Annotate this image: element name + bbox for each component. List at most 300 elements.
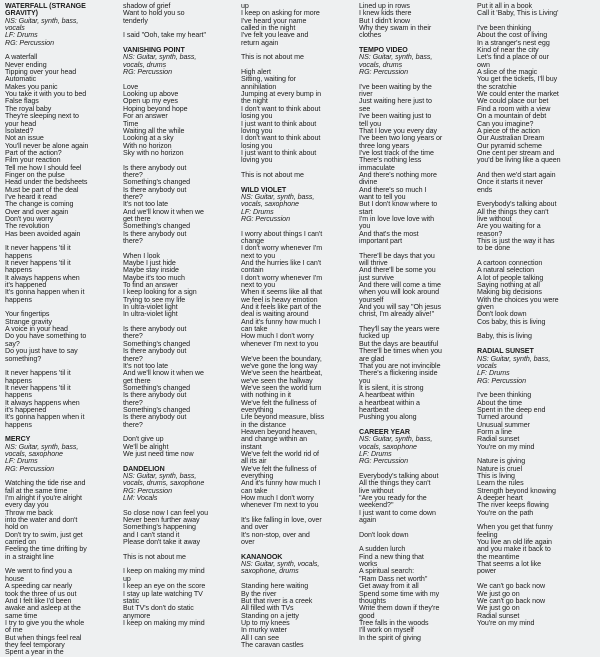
lyric-line: Maybe I just hide xyxy=(123,259,176,268)
lyric-line: And it feels like part of the xyxy=(241,303,322,312)
lyric-line: Trying to see my life xyxy=(123,295,186,304)
lyric-line: you xyxy=(359,222,371,231)
lyric-line: Is there anybody out xyxy=(123,391,187,400)
lyric-line: We've felt the fullness of xyxy=(241,398,317,407)
lyric-line: In a stranger's nest egg xyxy=(477,38,550,47)
lyric-line: Form a line xyxy=(477,427,512,436)
lyric-line: I keep an eye on the score xyxy=(123,582,206,591)
lyric-line: contain xyxy=(241,266,264,275)
lyric-line: There's nothing less xyxy=(359,156,422,165)
lyric-line: Isolated? xyxy=(5,126,34,135)
lyric-line: fall at the same time xyxy=(5,486,68,495)
lyric-line: It's like falling in love, over xyxy=(241,516,322,525)
lyric-line: I've been two long years or xyxy=(359,134,443,143)
lyric-line: Hoping beyond hope xyxy=(123,104,188,113)
credit-line: NS: Guitar, synth, bass, xyxy=(123,472,197,480)
lyric-line: Baby, this is living xyxy=(477,332,532,341)
lyric-line: And we'll know it when we xyxy=(123,369,204,378)
lyric-line: loving you xyxy=(241,126,273,135)
lyric-line: Something's changed xyxy=(123,339,191,348)
song-title: DANDELION xyxy=(123,464,165,473)
lyric-line: we feel is heavy emotion xyxy=(241,295,318,304)
credit-line: RG: Percussion xyxy=(123,68,172,77)
lyric-line: We've felt the fullness of xyxy=(241,464,317,473)
lyric-line: Write them down if they're xyxy=(359,604,440,613)
lyric-line: A piece of the action xyxy=(477,126,540,135)
lyric-line: Turned around xyxy=(477,413,523,422)
lyric-line: there? xyxy=(123,332,143,341)
lyric-line: Learn the rules xyxy=(477,479,524,488)
lyric-line: next to you xyxy=(241,281,276,290)
credit-line: RG: Percussion xyxy=(359,457,408,466)
lyric-line: there? xyxy=(123,237,143,245)
lyric-line: Looking up above xyxy=(123,90,179,99)
lyric-line: again xyxy=(359,516,377,525)
lyric-line: Heaven beyond heaven, xyxy=(241,427,317,436)
lyric-line: Don't give up xyxy=(123,435,164,444)
lyric-line: But the days are beautiful xyxy=(359,339,439,348)
lyric-line: Something's changed xyxy=(123,222,191,231)
lyric-line: house xyxy=(5,574,25,583)
lyric-line: But TV's don't do static xyxy=(123,604,194,613)
lyric-line: say? xyxy=(5,339,20,348)
lyric-line: All filled with TVs xyxy=(241,604,294,613)
lyric-line: clothes xyxy=(359,31,382,40)
lyric-line: Never ending xyxy=(5,60,47,69)
lyric-line: live without xyxy=(477,214,512,223)
lyric-line: I've been thinking xyxy=(477,391,532,400)
lyric-line: every day you xyxy=(5,501,49,510)
lyric-line: called in the night xyxy=(241,24,296,33)
lyric-line: "Ram Dass net worth" xyxy=(359,574,428,583)
credit-line: vocals, drums, saxophone xyxy=(123,479,205,488)
lyric-line: own xyxy=(477,60,490,69)
lyric-line: This is just the way it has xyxy=(477,237,555,245)
lyric-line: whenever I'm next to you xyxy=(241,339,319,348)
lyrics-column-2 xyxy=(123,2,241,627)
lyric-line: It always happens when xyxy=(5,398,80,407)
lyric-line: annihilation xyxy=(241,82,277,91)
lyric-line: The revolution xyxy=(5,222,50,231)
lyric-line: I've been waiting just to xyxy=(359,112,432,121)
lyric-line: get there xyxy=(123,214,151,223)
lyric-line: Over and over again xyxy=(5,207,69,216)
lyric-line: I just want to think about xyxy=(241,148,317,157)
credit-line: RG: Percussion xyxy=(359,68,408,77)
credit-line: vocals, saxophone xyxy=(5,449,63,458)
lyric-line: all its air xyxy=(241,457,267,466)
lyric-line: weekend?" xyxy=(359,501,394,510)
lyric-line: In ultra-violet light xyxy=(123,310,178,319)
lyric-line: And it's funny how much I xyxy=(241,479,321,488)
lyric-line: Do you have something to xyxy=(5,332,87,341)
lyric-line: With no horizon xyxy=(123,141,172,150)
lyric-line: anymore xyxy=(123,611,151,620)
lyric-line: But I didn't know xyxy=(359,16,410,25)
lyric-line: Is there anybody out xyxy=(123,163,187,172)
lyric-line: fucked up xyxy=(359,332,390,341)
lyric-line: happens xyxy=(5,266,32,275)
lyric-line: Don't you worry xyxy=(5,214,54,223)
lyric-line: to be done xyxy=(477,244,511,253)
stanza-gap xyxy=(123,76,241,83)
lyric-line: Nature is giving xyxy=(477,457,526,466)
lyric-line: Finger on the pulse xyxy=(5,170,65,179)
song-title: CAREER YEAR xyxy=(359,427,410,436)
lyric-line: Radial sunset xyxy=(477,611,520,620)
lyric-line: But I don't know where to xyxy=(359,200,438,209)
lyric-line: I don't want to think about xyxy=(241,104,321,113)
lyric-line: Looking at a sky xyxy=(123,134,174,143)
lyric-line: you'd be living like a queen xyxy=(477,156,561,165)
lyric-line: On a mountain of debt xyxy=(477,112,547,121)
credit-line: LF: Drums xyxy=(5,457,38,466)
lyric-line: In the spirit of giving xyxy=(359,633,421,642)
lyric-line: And the hurries like I can't xyxy=(241,259,321,268)
lyric-line: It's gonna happen when it xyxy=(5,288,85,297)
lyric-line: We can't go back now xyxy=(477,596,546,605)
lyric-line: works xyxy=(359,560,378,569)
lyric-line: That I love you every day xyxy=(359,126,438,135)
lyric-line: are glad xyxy=(359,354,385,363)
credit-line: saxophone, drums xyxy=(241,567,299,576)
lyric-line: Don't look down xyxy=(477,310,527,319)
lyric-line: deal is waiting around xyxy=(241,310,309,319)
lyric-line: This is not about me xyxy=(241,170,304,179)
lyric-line: I keep on making my mind xyxy=(123,567,205,576)
lyric-line: Film your reaction xyxy=(5,156,61,165)
lyric-line: Up to my knees xyxy=(241,618,290,627)
lyric-line: power xyxy=(477,567,497,576)
lyric-line: Do you just have to say xyxy=(5,347,78,356)
lyric-line: Can you imagine? xyxy=(477,119,534,128)
lyric-line: We've felt the world rid of xyxy=(241,449,319,458)
lyric-line: When it seems like all that xyxy=(241,288,323,297)
lyric-line: And that's the most xyxy=(359,229,419,238)
lyric-line: With the choices you were xyxy=(477,295,559,304)
lyric-line: and change within an xyxy=(241,435,308,444)
lyric-line: And I felt like I'd been xyxy=(5,596,72,605)
lyric-line: a heartbeat within a xyxy=(359,398,420,407)
credit-line: NS: Guitar, synth, bass, xyxy=(359,53,433,62)
lyric-line: The river keeps flowing xyxy=(477,501,549,510)
lyric-line: carried on xyxy=(5,538,37,547)
lyric-line: Let's find a place of our xyxy=(477,53,549,62)
lyric-line: your head xyxy=(5,119,37,128)
lyric-line: A cartoon connection xyxy=(477,259,543,268)
lyric-line: I stay up late watching TV xyxy=(123,589,203,598)
lyric-line: return again xyxy=(241,38,279,47)
lyric-line: into the water and don't xyxy=(5,516,78,525)
lyric-line: It never happens 'til it xyxy=(5,259,71,268)
lyric-line: I'll work on myself xyxy=(359,626,414,635)
lyric-line: happens xyxy=(5,420,32,429)
lyric-line: Call it 'Baby, This is Living' xyxy=(477,9,559,18)
lyric-line: there? xyxy=(123,398,143,407)
credit-line: RG: Percussion xyxy=(123,486,172,495)
lyric-line: there? xyxy=(123,170,143,179)
lyric-line: And it's funny how much I xyxy=(241,317,321,326)
lyric-line: you xyxy=(359,376,371,385)
lyric-line: You take it with you to bed xyxy=(5,90,87,99)
lyric-line: I don't worry whenever I'm xyxy=(241,273,323,282)
lyric-line: of me xyxy=(5,626,23,635)
lyric-line: same time xyxy=(5,611,38,620)
lyric-line: and I can't stand it xyxy=(123,530,180,539)
credit-line: NS: Guitar, synth, bass, xyxy=(477,354,551,363)
lyric-line: Is there anybody out xyxy=(123,229,187,238)
lyric-line: There's a flickering inside xyxy=(359,369,438,378)
lyric-line: About the time xyxy=(477,398,523,407)
lyric-line: A lot of people talking xyxy=(477,273,544,282)
lyric-line: A speeding car nearly xyxy=(5,582,73,591)
lyric-line: Never been further away xyxy=(123,516,200,525)
credit-line: LF: Drums xyxy=(241,207,274,216)
lyric-line: It's non-stop, over and xyxy=(241,530,310,539)
lyric-line: everything xyxy=(241,472,274,480)
lyric-line: Waiting all the while xyxy=(123,126,185,135)
lyric-line: it's happened xyxy=(5,281,47,290)
lyric-line: When I look xyxy=(123,251,160,260)
lyric-line: The royal baby xyxy=(5,104,52,113)
lyric-line: But that river is a creek xyxy=(241,596,313,605)
lyric-line: they feel temporary xyxy=(5,640,65,649)
lyric-line: whenever I'm next to you xyxy=(241,501,319,510)
lyric-line: By the river xyxy=(241,589,277,598)
lyrics-column-5 xyxy=(477,2,595,627)
lyric-line: tenderly xyxy=(123,16,148,25)
lyric-line: Maybe it's too much xyxy=(123,273,185,282)
lyric-line: Nature is cruel xyxy=(477,464,522,473)
song-title: KANANOOK xyxy=(241,552,283,561)
lyric-line: And there will come a time xyxy=(359,281,441,290)
lyric-line: awake and asleep at the xyxy=(5,604,81,613)
lyric-line: Spend some time with my xyxy=(359,589,440,598)
lyric-line: Not an issue xyxy=(5,134,44,143)
lyric-line: hold on xyxy=(5,523,28,532)
lyric-line: Spent a year in the xyxy=(5,648,64,657)
lyric-line: Everybody's talking about xyxy=(359,472,439,480)
lyric-line: Don't look down xyxy=(359,530,409,539)
lyric-line: Is there anybody out xyxy=(123,185,187,194)
lyric-line: Feeling the time drifting by xyxy=(5,545,87,554)
lyric-line: That seems a lot like xyxy=(477,560,542,569)
lyric-line: reason? xyxy=(477,229,503,238)
lyric-line: get there xyxy=(123,376,151,385)
song-title: WILD VIOLET xyxy=(241,185,287,194)
credit-line: NS: Guitar, synth, bass, xyxy=(123,53,197,62)
lyric-line: instant xyxy=(241,442,262,451)
lyric-line: A slice of the magic xyxy=(477,68,538,77)
lyric-line: Our pyramid scheme xyxy=(477,141,542,150)
lyric-line: and over xyxy=(241,523,269,532)
lyric-line: live without xyxy=(359,486,394,495)
lyric-line: river xyxy=(359,90,373,99)
lyric-line: I keep on asking for more xyxy=(241,9,320,18)
song-title: TEMPO VIDEO xyxy=(359,46,408,55)
lyric-line: We'll be alright xyxy=(123,442,169,451)
lyric-line: I just want to think about xyxy=(241,119,317,128)
lyric-line: tell you xyxy=(359,119,382,128)
lyric-line: feeling xyxy=(477,530,498,539)
lyric-line: we've seen the hallway xyxy=(241,376,313,385)
lyric-line: Part of the action? xyxy=(5,148,62,157)
lyric-line: good xyxy=(359,611,375,620)
lyric-line: took the three of us out xyxy=(5,589,77,598)
lyric-line: heartbeat xyxy=(359,405,389,414)
lyric-line: We've seen the world turn xyxy=(241,383,322,392)
lyric-line: Find a room with a view xyxy=(477,104,551,113)
lyric-line: Love xyxy=(123,82,139,91)
lyric-line: We just need time now xyxy=(123,449,194,458)
credit-line: vocals xyxy=(5,24,25,33)
lyric-line: Automatic xyxy=(5,75,37,84)
lyric-line: can take xyxy=(241,325,268,334)
lyric-line: just survive xyxy=(359,273,394,282)
credit-line: vocals, saxophone xyxy=(359,442,417,451)
lyric-line: It never happens 'til it xyxy=(5,244,71,253)
lyric-line: "Are you ready for the xyxy=(359,494,427,503)
lyric-line: And there's so much I xyxy=(359,185,427,194)
lyric-line: About the cost of living xyxy=(477,31,548,40)
lyric-line: Want to hold you so xyxy=(123,9,185,18)
lyric-line: I keep on making my mind xyxy=(123,618,205,627)
lyric-line: start xyxy=(359,207,373,216)
lyric-line: it's happened xyxy=(5,405,47,414)
lyric-line: Must be part of the deal xyxy=(5,185,79,194)
lyric-line: Our Australian Dream xyxy=(477,134,545,143)
lyric-line: I'm in love love love with xyxy=(359,214,434,223)
lyric-line: It never happens 'til it xyxy=(5,383,71,392)
lyric-line: We just go on xyxy=(477,589,520,598)
credit-line: vocals, drums xyxy=(123,60,167,69)
lyric-line: There'll be times when you xyxy=(359,347,442,356)
lyric-line: For an answer xyxy=(123,112,168,121)
lyric-line: And there'll be some you xyxy=(359,266,436,275)
lyric-line: A natural selection xyxy=(477,266,535,275)
lyric-line: All the things they can't xyxy=(359,479,431,488)
lyric-line: thoughts xyxy=(359,596,386,605)
lyric-line: When you get that funny xyxy=(477,523,553,532)
lyric-line: Throw me back xyxy=(5,508,53,517)
lyric-line: Has been avoided again xyxy=(5,229,81,238)
lyric-line: I've heard it read xyxy=(5,192,57,201)
lyric-line: given xyxy=(477,303,494,312)
lyric-line: Something's changed xyxy=(123,383,191,392)
lyric-line: Are you waiting for a xyxy=(477,222,541,231)
lyric-line: Is there anybody out xyxy=(123,347,187,356)
lyric-line: One cent per stream and xyxy=(477,148,555,157)
credit-line: RG: Percussion xyxy=(477,376,526,385)
lyric-line: Lined up in rows xyxy=(359,2,410,10)
lyric-line: A waterfall xyxy=(5,53,38,62)
lyric-line: I'm alright if you're alright xyxy=(5,494,82,503)
lyric-line: We can't go back now xyxy=(477,582,546,591)
lyric-line: Is there anybody out xyxy=(123,325,187,334)
lyric-line: Makes you panic xyxy=(5,82,58,91)
lyric-line: Tipping over your head xyxy=(5,68,77,77)
lyric-line: I've felt you leave and xyxy=(241,31,309,40)
lyric-line: This is not about me xyxy=(123,552,186,561)
lyric-line: there? xyxy=(123,420,143,429)
lyric-line: over xyxy=(241,538,255,547)
lyric-line: We went to find you a xyxy=(5,567,73,576)
lyric-line: You'll never be alone again xyxy=(5,141,89,150)
credit-line: LF: Drums xyxy=(359,449,392,458)
lyric-line: We could place our bet xyxy=(477,97,549,106)
lyric-line: High alert xyxy=(241,68,271,77)
lyric-line: Open up my eyes xyxy=(123,97,178,106)
lyric-line: when you will look around xyxy=(359,288,439,297)
credit-line: RG: Percussion xyxy=(5,464,54,473)
lyric-line: Sitting, waiting for xyxy=(241,75,296,84)
lyric-line: Don't try to swim, just get xyxy=(5,530,83,539)
lyric-line: This is living xyxy=(477,472,515,480)
lyric-line: They're sleeping next to xyxy=(5,112,79,121)
lyric-line: I knew kids there xyxy=(359,9,412,18)
lyric-line: Why they swam in their xyxy=(359,24,432,33)
lyric-line: the scratchie xyxy=(477,82,517,91)
lyric-line: I don't want to think about xyxy=(241,134,321,143)
credit-line: NS: Guitar, synth, bass, xyxy=(5,442,79,451)
lyric-line: with nothing in it xyxy=(241,391,291,400)
lyric-line: and you make it back to xyxy=(477,545,551,554)
lyric-line: we've gone the long way xyxy=(241,361,318,370)
lyric-line: And we'll know it when we xyxy=(123,207,204,216)
lyric-line: Unusual summer xyxy=(477,420,530,429)
lyric-line: next to you xyxy=(241,251,276,260)
lyric-line: We could enter the market xyxy=(477,90,559,99)
lyric-line: You're on the path xyxy=(477,508,534,517)
lyric-line: It's not too late xyxy=(123,200,169,209)
lyric-line: It never happens 'til it xyxy=(5,369,71,378)
lyric-line: Watching the tide rise and xyxy=(5,479,86,488)
credit-line: NS: Guitar, synth, bass, xyxy=(359,435,433,444)
lyric-line: You're on my mind xyxy=(477,618,535,627)
lyric-line: All I can see xyxy=(241,633,279,642)
lyric-line: A sudden lurch xyxy=(359,545,406,554)
lyric-line: Sky with no horizon xyxy=(123,148,184,157)
song-title: VANISHING POINT xyxy=(123,46,185,55)
lyric-line: The change is coming xyxy=(5,200,74,209)
lyric-line: there? xyxy=(123,192,143,201)
lyric-line: in the distance xyxy=(241,420,286,429)
lyric-line: I've been thinking xyxy=(477,24,532,33)
credit-line: RG: Percussion xyxy=(241,214,290,223)
lyric-line: In murky water xyxy=(241,626,287,635)
lyric-line: want to tell you xyxy=(359,192,406,201)
lyric-line: I've been waiting by the xyxy=(359,82,432,91)
lyric-line: A voice in your head xyxy=(5,325,68,334)
credit-line: LF: Drums xyxy=(477,369,510,378)
song-title: GRAVITY) xyxy=(5,9,38,18)
lyric-line: I said "Ooh, take my heart" xyxy=(123,31,206,40)
lyric-line: Standing here waiting xyxy=(241,582,309,591)
lyric-line: How much I don't worry xyxy=(241,494,314,503)
lyric-line: Strange gravity xyxy=(5,317,52,326)
lyric-line: can take xyxy=(241,486,268,495)
lyric-line: They'll say the years were xyxy=(359,325,440,334)
lyric-line: It is silent, it is strong xyxy=(359,383,424,392)
lyric-line: loving you xyxy=(241,156,273,165)
lyric-line: Standing on a jetty xyxy=(241,611,299,620)
lyric-line: Tree falls in the woods xyxy=(359,618,429,627)
lyric-line: something? xyxy=(5,354,42,363)
lyric-line: Pushing you along xyxy=(359,413,417,422)
lyric-line: happens xyxy=(5,376,32,385)
lyric-line: losing you xyxy=(241,141,273,150)
song-title: RADIAL SUNSET xyxy=(477,347,534,356)
